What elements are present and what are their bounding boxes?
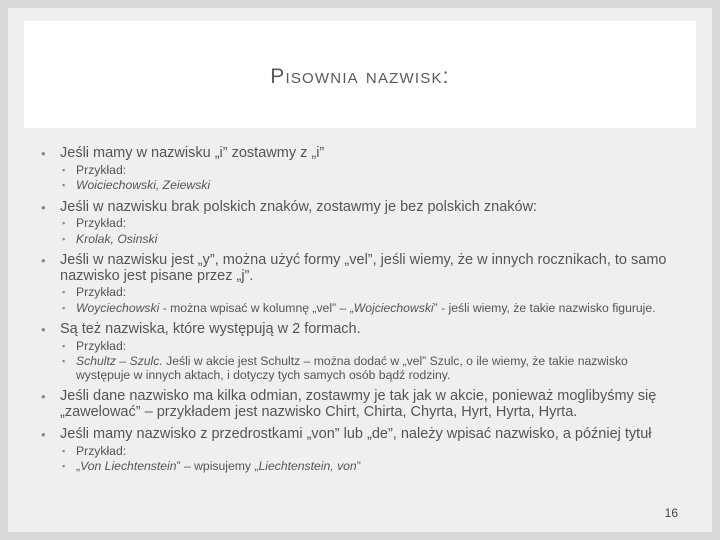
sub-bullet-text: Woiciechowski, Zeiewski (76, 178, 211, 192)
sub-bullet-text: Liechtenstein, von (258, 459, 357, 473)
sub-bullet-text: Woyciechowski (76, 300, 160, 315)
sub-bullet-text: ” - jeśli wiemy, że takie nazwisko figuruje. (433, 300, 656, 315)
bullet-text: Jeśli w nazwisku jest „y”, można użyć formy „vel”, jeśli wiemy, że w innych rocznikach, to samo nazwisko jest pisane przez „j”. (60, 252, 667, 284)
bullet-text: Jeśli mamy w nazwisku „i” zostawmy z „i” (60, 145, 325, 161)
title-box (24, 21, 696, 128)
bullet-dot-icon: • (41, 199, 46, 215)
bullet-text: Jeśli dane nazwisko ma kilka odmian, zostawmy je tak jak w akcie, ponieważ moglibyśmy się „zawelować” – przykładem jest nazwisko Chirt, Chirta, Chyrta, Hyrt, Hyrta, Hyrta. (60, 388, 657, 420)
bullet-group (34, 146, 684, 193)
sub-bullet-dot-icon: ▪ (62, 461, 66, 471)
sub-bullet-text: - można wpisać w kolumnę „vel” – „ (159, 300, 354, 315)
sub-bullet-item (34, 164, 684, 178)
sub-bullet-text: Przykład: (76, 285, 127, 299)
sub-bullet-item (34, 286, 684, 300)
sub-bullet-item (34, 179, 684, 193)
bullet-text: Jeśli w nazwisku brak polskich znaków, zostawmy je bez polskich znaków: (60, 198, 538, 215)
sub-bullet-text: Przykład: (76, 216, 127, 230)
sub-bullet-dot-icon: ▪ (62, 302, 66, 313)
bullet-text: Są też nazwiska, które występują w 2 formach. (60, 321, 361, 337)
bullet-item (34, 253, 684, 284)
sub-bullet-item (34, 340, 684, 354)
bullet-dot-icon: • (41, 146, 46, 161)
slide-title: Pisownia nazwisk: (270, 65, 450, 88)
bullet-group (34, 427, 684, 474)
page-number: 16 (664, 506, 678, 520)
bullet-item (34, 389, 684, 420)
sub-bullet-text: Wojciechowski (353, 300, 434, 315)
sub-bullet-item (34, 355, 684, 382)
sub-bullet-text: Von Liechtenstein (80, 459, 177, 473)
sub-bullet-text: Przykład: (76, 443, 127, 458)
sub-bullet-text: Przykład: (76, 162, 127, 177)
sub-bullet-text: Krolak, Osinski (76, 231, 158, 246)
bullet-list (34, 139, 684, 474)
sub-bullet-dot-icon: ▪ (62, 356, 66, 366)
sub-bullet-item (34, 460, 684, 474)
sub-bullet-text: Jeśli w akcie jest Schultz – można dodać w „vel” Szulc, o ile wiemy, że takie nazwisko występuje w innych aktach, i dotyczy tych samych osób bądź rodziny. (76, 354, 628, 382)
bullet-dot-icon: • (41, 322, 46, 337)
bullet-text: Jeśli mamy nazwisko z przedrostkami „von” lub „de”, należy wpisać nazwisko, a później tytuł (60, 426, 652, 442)
sub-bullet-item (34, 217, 684, 231)
sub-bullet-item (34, 233, 684, 247)
bullet-item (34, 427, 684, 443)
sub-bullet-text: ” (356, 459, 361, 473)
slide (8, 8, 712, 532)
sub-bullet-dot-icon: ▪ (62, 164, 66, 175)
sub-bullet-text: Przykład: (76, 338, 127, 353)
sub-bullet-text: ” – wpisujemy „ (176, 459, 259, 473)
bullet-item (34, 146, 684, 162)
sub-bullet-dot-icon: ▪ (62, 340, 66, 351)
sub-bullet-dot-icon: ▪ (62, 180, 66, 190)
bullet-group (34, 322, 684, 382)
sub-bullet-item (34, 445, 684, 459)
sub-bullet-dot-icon: ▪ (62, 445, 66, 456)
sub-bullet-dot-icon: ▪ (62, 218, 66, 228)
bullet-group (34, 253, 684, 315)
bullet-dot-icon: • (41, 253, 46, 268)
sub-bullet-text: „ (76, 459, 81, 473)
bullet-group (34, 389, 684, 420)
bullet-item (34, 322, 684, 338)
bullet-group (34, 200, 684, 247)
bullet-dot-icon: • (41, 427, 46, 442)
sub-bullet-dot-icon: ▪ (62, 233, 66, 244)
sub-bullet-item (34, 302, 684, 316)
bullet-dot-icon: • (41, 389, 46, 404)
bullet-item (34, 200, 684, 216)
sub-bullet-text: Schultz – Szulc. (76, 354, 163, 368)
sub-bullet-dot-icon: ▪ (62, 287, 66, 297)
